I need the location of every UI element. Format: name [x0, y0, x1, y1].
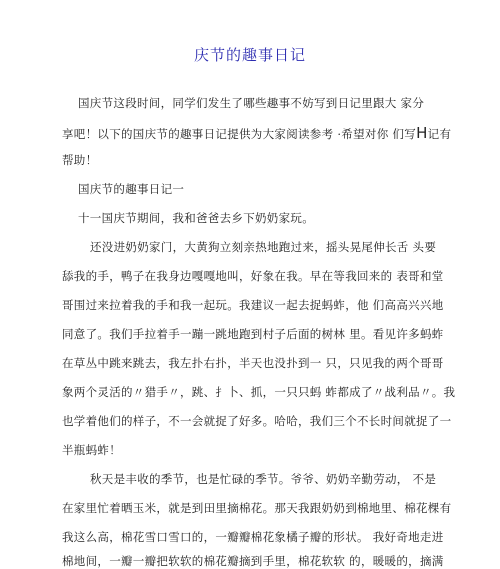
- paragraph-line: 也学着他们的样子，不一会就捉了好多。哈哈，我们三个不长时间就捉了一: [62, 414, 452, 428]
- paragraph-line: 十一国庆节期间，我和爸爸去乡下奶奶家玩。: [78, 211, 314, 225]
- paragraph-line: 享吧！以下的国庆节的趣事日记提供为大家阅读参考 ·希望对你 们写H记有: [62, 124, 452, 142]
- paragraph-line: 舔我的手，鸭子在我身边嘎嘎地叫，好象在我。早在等我回来的 表哥和堂: [62, 269, 444, 283]
- paragraph-line: 国庆节这段时间，同学们发生了哪些趣事不妨写到日记里跟大 家分: [78, 96, 425, 110]
- paragraph-line: 象两个灵活的〃猎手〃，跳、扌卜、抓，一只只蚂 蚱都成了〃战利品〃。我: [62, 385, 456, 399]
- paragraph-line: 帮助！: [62, 153, 98, 167]
- paragraph-line: 在草丛中跳来跳去，我左扑右扑，半天也没扑到一 只，只见我的两个哥哥: [62, 356, 444, 370]
- paragraph-line: 棉地间，一瓣一瓣把软软的棉花瓣摘到手里，棉花软软 的，暖暖的，摘满: [62, 554, 444, 568]
- paragraph-line: 我这么高，棉花雪口雪口的，一瓣瓣棉花象橘子瓣的形状。 我好奇地走进: [62, 530, 444, 544]
- paragraph-line: 哥围过来拉着我的手和我一起玩。我建议一起去捉蚂蚱，他 们高高兴兴地: [62, 298, 444, 312]
- document-title: 庆节的趣事日记: [193, 46, 306, 64]
- paragraph-line: 同意了。我们手拉着手一蹦一跳地跑到村子后面的树林 里。看见许多蚂蚱: [62, 327, 444, 341]
- paragraph-line: 在家里忙着晒玉米，就是到田里摘棉花。那天我跟奶奶到棉地里、棉花棵有: [62, 501, 452, 515]
- paragraph-line: 半瓶蚂蚱！: [62, 443, 121, 457]
- section-heading: 国庆节的趣事日记一: [78, 182, 185, 196]
- paragraph-line-large-letter: H: [416, 124, 428, 142]
- paragraph-line: 秋天是丰收的季节，也是忙碌的季节。爷爷、奶奶辛勤劳动， 不是: [90, 472, 437, 486]
- paragraph-line: 还没进奶奶家门，大黄狗立刻亲热地跑过来，摇头晃尾伸长舌 头要: [90, 240, 437, 254]
